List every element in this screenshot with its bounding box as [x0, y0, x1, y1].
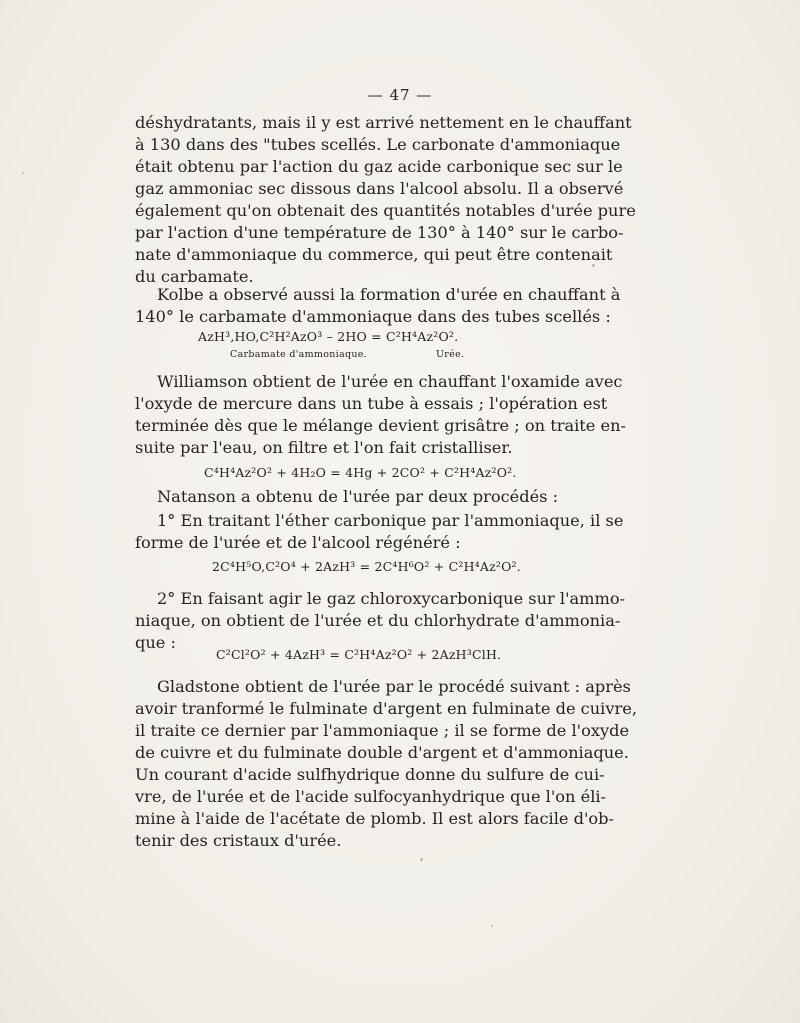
paper-speck [420, 858, 423, 861]
text-line: tenir des cristaux d'urée. [135, 831, 342, 850]
text-line: par l'action d'une température de 130° à 140° sur le carbo- [135, 223, 624, 242]
paper-speck [491, 925, 493, 927]
paper-speck [22, 172, 24, 174]
formula-williamson: C⁴H⁴Az²O² + 4H₂O = 4Hg + 2CO² + C²H⁴Az²O². [204, 465, 517, 480]
formula-caption: Carbamate d'ammoniaque. [230, 349, 368, 360]
page-number: — 47 — [367, 86, 433, 104]
formula-kolbe: AzH³,HO,C²H²AzO³ – 2HO = C²H⁴Az²O². [198, 329, 459, 344]
formula-natanson-1: 2C⁴H⁵O,C²O⁴ + 2AzH³ = 2C⁴H⁶O² + C²H⁴Az²O². [212, 559, 521, 574]
text-line: Williamson obtient de l'urée en chauffant l'oxamide avec [157, 372, 623, 391]
text-line: niaque, on obtient de l'urée et du chlorhydrate d'ammonia- [135, 611, 621, 630]
text-line: vre, de l'urée et de l'acide sulfocyanhydrique que l'on éli- [135, 787, 607, 806]
text-line: gaz ammoniac sec dissous dans l'alcool absolu. Il a observé [135, 179, 624, 198]
formula-natanson-2: C²Cl²O² + 4AzH³ = C²H⁴Az²O² + 2AzH³ClH. [216, 647, 502, 662]
text-line: 1° En traitant l'éther carbonique par l'ammoniaque, il se [157, 511, 624, 530]
text-line: était obtenu par l'action du gaz acide carbonique sec sur le [135, 157, 623, 176]
text-line: déshydratants, mais il y est arrivé nettement en le chauffant [135, 113, 632, 132]
text-line: Kolbe a observé aussi la formation d'urée en chauffant à [157, 285, 621, 304]
formula-caption: Urée. [436, 349, 465, 360]
text-line: à 130 dans des "tubes scellés. Le carbonate d'ammoniaque [135, 135, 621, 154]
paper-speck [592, 264, 595, 267]
text-line: l'oxyde de mercure dans un tube à essais ; l'opération est [135, 394, 608, 413]
text-line: également qu'on obtenait des quantités notables d'urée pure [135, 201, 636, 220]
text-line: forme de l'urée et de l'alcool régénéré : [135, 533, 461, 552]
text-line: il traite ce dernier par l'ammoniaque ; il se forme de l'oxyde [135, 721, 630, 740]
text-line: terminée dès que le mélange devient grisâtre ; on traite en- [135, 416, 626, 435]
text-line: 2° En faisant agir le gaz chloroxycarbonique sur l'ammo- [157, 589, 626, 608]
text-line: Natanson a obtenu de l'urée par deux procédés : [157, 487, 559, 506]
text-line: 140° le carbamate d'ammoniaque dans des tubes scellés : [135, 307, 611, 326]
text-line: suite par l'eau, on filtre et l'on fait cristalliser. [135, 438, 513, 457]
text-line: Gladstone obtient de l'urée par le procédé suivant : après [157, 677, 631, 696]
text-line: avoir tranformé le fulminate d'argent en fulminate de cuivre, [135, 699, 637, 718]
text-line: nate d'ammoniaque du commerce, qui peut être contenait [135, 245, 613, 264]
text-line: du carbamate. [135, 267, 254, 286]
text-line: Un courant d'acide sulfhydrique donne du sulfure de cui- [135, 765, 605, 784]
text-line: de cuivre et du fulminate double d'argent et d'ammoniaque. [135, 743, 629, 762]
text-line: mine à l'aide de l'acétate de plomb. Il est alors facile d'ob- [135, 809, 614, 828]
text-line: que : [135, 633, 176, 652]
